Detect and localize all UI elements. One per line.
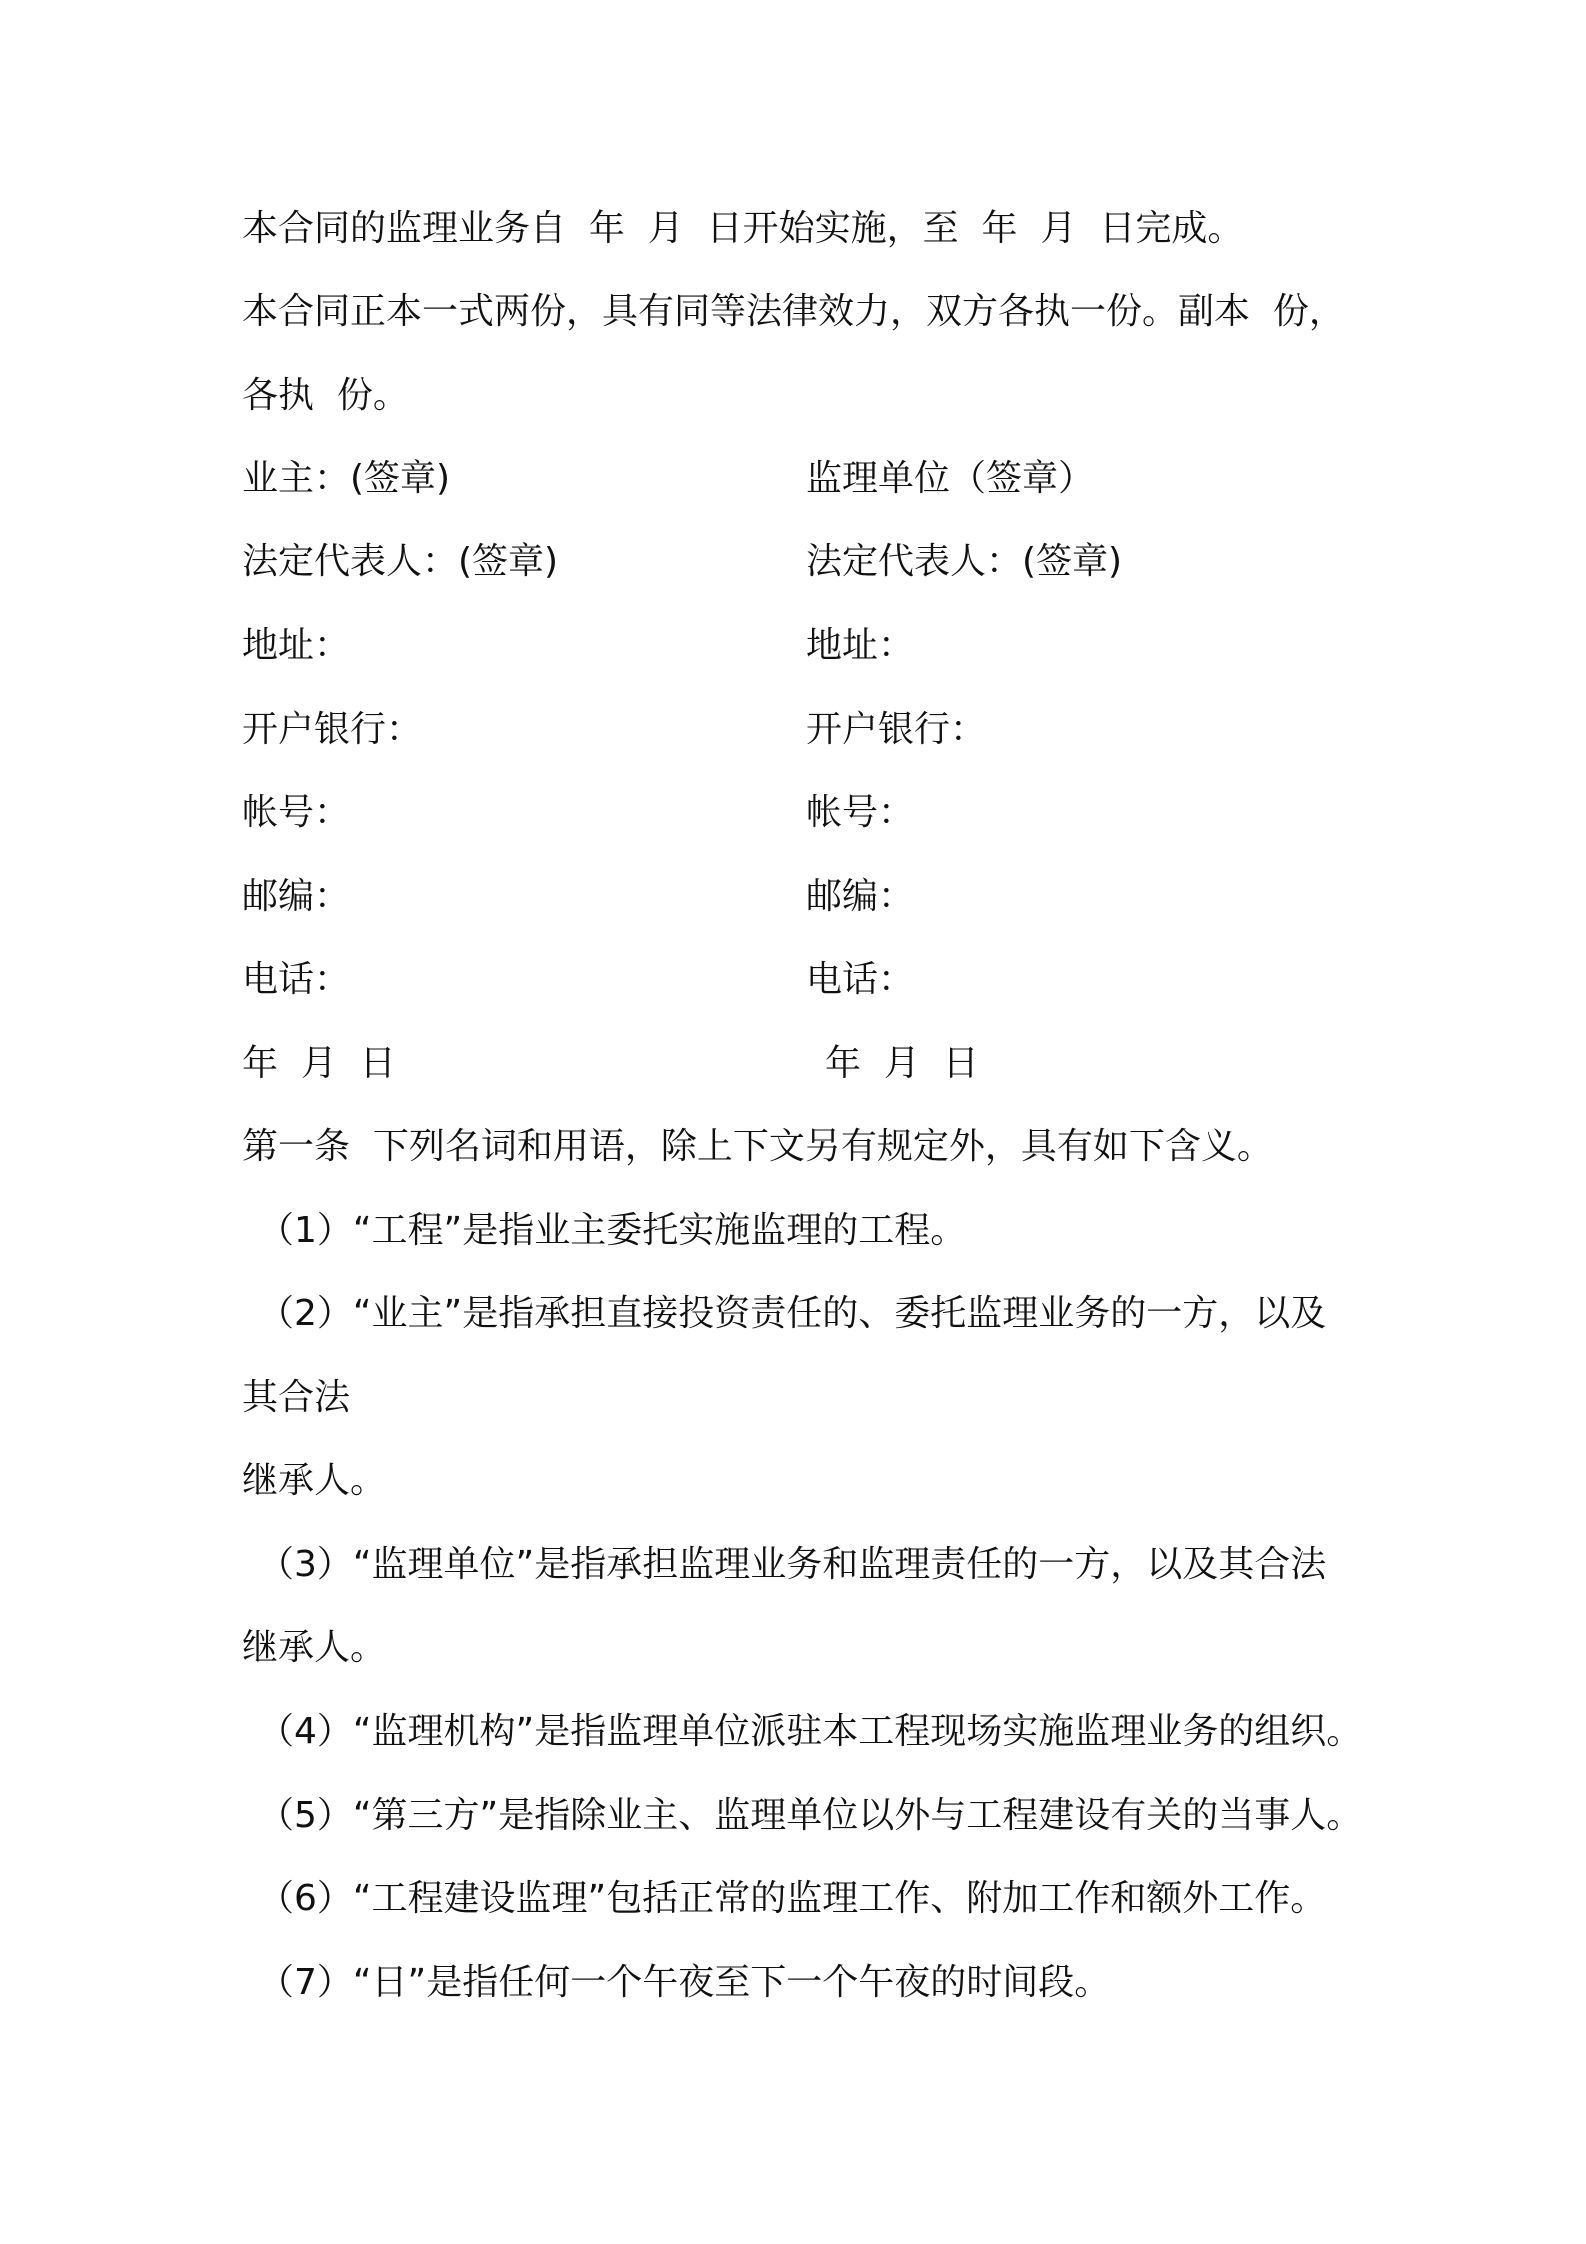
definition-item: （1）“工程”是指业主委托实施监理的工程。: [258, 1210, 967, 1251]
definition-item-continuation: 继承人。: [242, 1627, 387, 1668]
definition-item: （4）“监理机构”是指监理单位派驻本工程现场实施监理业务的组织。: [258, 1711, 1363, 1752]
copies-text-line-1: 本合同正本一式两份，具有同等法律效力，双方各执一份。副本 份，: [242, 291, 1345, 332]
supervisor-bank-label: 开户银行：: [806, 709, 987, 750]
supervisor-postcode-label: 邮编：: [806, 876, 915, 917]
owner-address-label: 地址：: [242, 625, 351, 666]
owner-phone-label: 电话：: [242, 959, 351, 1000]
owner-seal-label: 业主：(签章): [242, 458, 451, 499]
definition-item-continuation: 继承人。: [242, 1460, 387, 1501]
supervisor-account-label: 帐号：: [806, 792, 915, 833]
supervisor-legal-rep-label: 法定代表人：(签章): [806, 541, 1123, 582]
article-1-heading: 第一条 下列名词和用语，除上下文另有规定外，具有如下含义。: [242, 1126, 1273, 1167]
owner-date-label: 年 月 日: [242, 1043, 396, 1084]
owner-account-label: 帐号：: [242, 792, 351, 833]
owner-legal-rep-label: 法定代表人：(签章): [242, 541, 559, 582]
definition-item: （2）“业主”是指承担直接投资责任的、委托监理业务的一方，以及: [258, 1293, 1327, 1334]
definition-item-continuation: 其合法: [242, 1377, 351, 1418]
contract-term-text: 本合同的监理业务自 年 月 日开始实施，至 年 月 日完成。: [242, 208, 1244, 249]
definition-item: （7）“日”是指任何一个午夜至下一个午夜的时间段。: [258, 1962, 1111, 2003]
owner-postcode-label: 邮编：: [242, 876, 351, 917]
supervisor-seal-label: 监理单位（签章）: [806, 458, 1095, 499]
supervisor-phone-label: 电话：: [806, 959, 915, 1000]
definition-item: （3）“监理单位”是指承担监理业务和监理责任的一方，以及其合法: [258, 1544, 1327, 1585]
definition-item: （5）“第三方”是指除业主、监理单位以外与工程建设有关的当事人。: [258, 1795, 1363, 1836]
supervisor-date-label: 年 月 日: [825, 1043, 979, 1084]
definition-item: （6）“工程建设监理”包括正常的监理工作、附加工作和额外工作。: [258, 1878, 1327, 1919]
supervisor-address-label: 地址：: [806, 625, 915, 666]
owner-bank-label: 开户银行：: [242, 709, 423, 750]
copies-text-line-2: 各执 份。: [242, 375, 409, 416]
